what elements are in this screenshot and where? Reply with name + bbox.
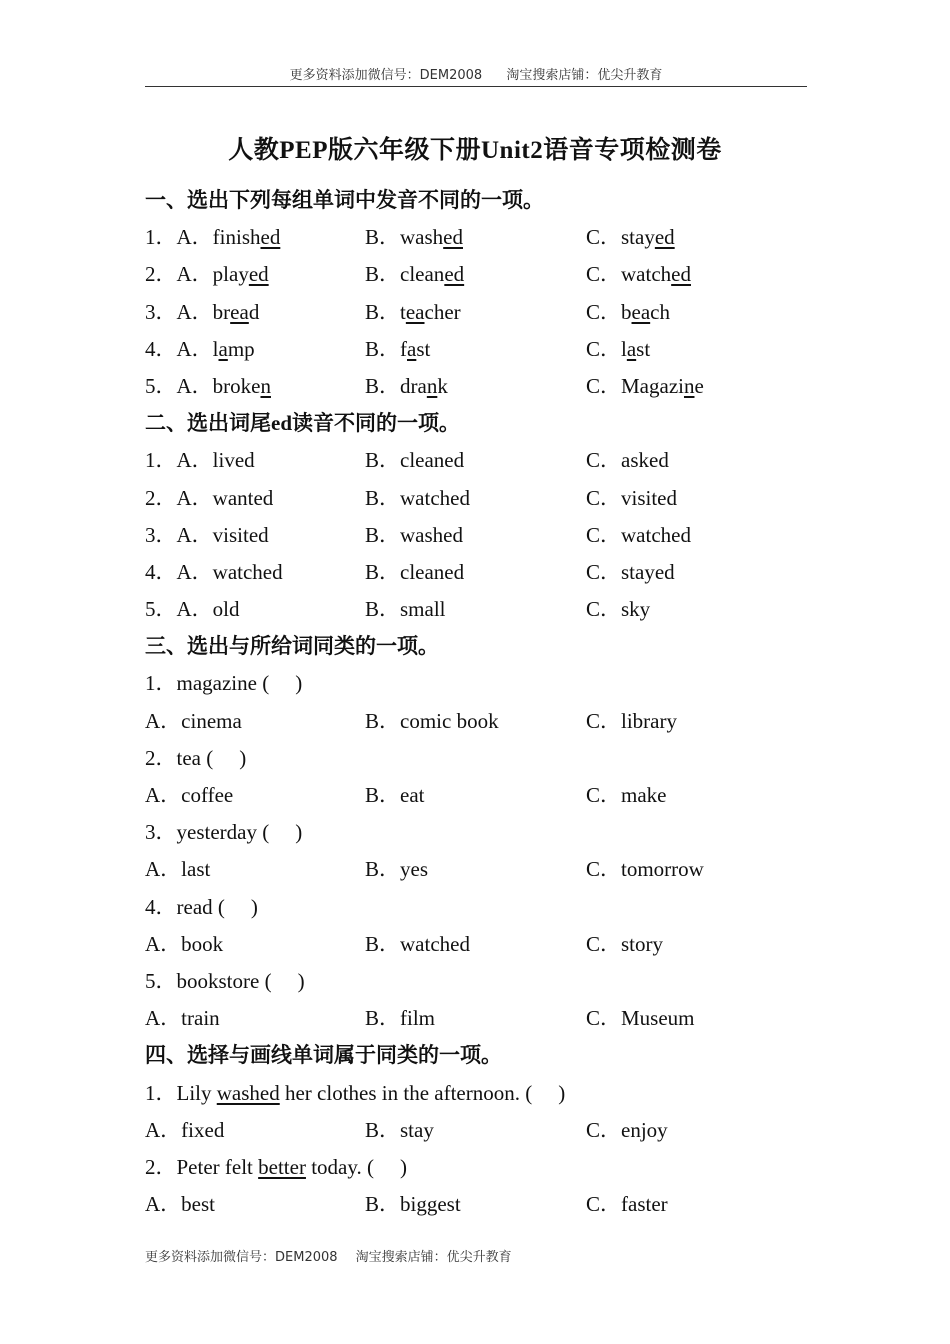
section-1-heading: 一、选出下列每组单词中发音不同的一项。: [145, 188, 544, 212]
section-4-heading: 四、选择与画线单词属于同类的一项。: [145, 1043, 502, 1068]
s1-q3-option-a: 3．A．bread: [145, 299, 260, 324]
page-title: 人教PEP版六年级下册Unit2语音专项检测卷: [228, 137, 722, 164]
header-shop: 淘宝搜索店铺：优尖升教育: [506, 68, 663, 83]
s2-q1-option-b: B．cleaned: [365, 448, 465, 473]
s2-question-2: [145, 480, 825, 517]
section-2-heading: 二、选出词尾ed读音不同的一项。: [145, 411, 460, 436]
s1-question-3: [145, 294, 825, 331]
s4-q1-option-c: C．enjoy: [586, 1117, 668, 1142]
s4-q2-option-a: A．best: [145, 1192, 215, 1217]
s2-question-5: [145, 591, 825, 628]
s1-q1-option-a: 1．A．finished: [145, 225, 281, 250]
s1-question-4: [145, 331, 825, 368]
s4-q1-options: [145, 1112, 825, 1149]
s1-q3-option-c: C．beach: [586, 299, 670, 324]
s2-q4-option-a: 4．A．watched: [145, 559, 283, 584]
s3-q3-option-a: A．last: [145, 857, 211, 882]
s2-question-3: [145, 517, 825, 554]
s3-q1-stem: 1．magazine ( ): [145, 671, 303, 696]
s2-q1-option-c: C．asked: [586, 448, 669, 473]
s3-q3-stem: 3．yesterday ( ): [145, 820, 303, 845]
s3-q3-option-b: B．yes: [365, 857, 428, 882]
s2-q5-option-c: C．sky: [586, 597, 651, 622]
s2-q1-option-a: 1．A．lived: [145, 448, 255, 473]
s3-q2-options: [145, 777, 825, 814]
s3-q3-option-c: C．tomorrow: [586, 857, 704, 882]
s3-q1-option-b: B．comic book: [365, 708, 499, 733]
s1-question-5: [145, 368, 825, 405]
s3-q4-option-a: A．book: [145, 931, 224, 956]
s1-q4-option-b: B．fast: [365, 336, 431, 361]
s1-q5-option-c: C．Magazine: [586, 373, 704, 398]
s2-question-1: [145, 442, 825, 479]
s2-q5-option-b: B．small: [365, 597, 446, 622]
s2-q4-option-b: B．cleaned: [365, 559, 465, 584]
s2-q3-option-b: B．washed: [365, 522, 463, 547]
s3-q2-option-c: C．make: [586, 783, 667, 807]
s3-q4-stem: 4．read ( ): [145, 894, 258, 919]
footer-wechat: 更多资料添加微信号：DEM2008: [145, 1250, 338, 1265]
s3-q2-stem: 2．tea ( ): [145, 745, 247, 770]
s1-q4-option-c: C．last: [586, 336, 651, 361]
section-3-heading: 三、选出与所给词同类的一项。: [145, 634, 439, 659]
underlined-word: better: [258, 1154, 306, 1179]
header-wechat: 更多资料添加微信号：DEM2008: [289, 68, 483, 83]
s3-q1-options: [145, 703, 825, 740]
s3-q5-option-c: C．Museum: [586, 1006, 695, 1031]
s3-q3-options: [145, 851, 825, 888]
s3-q5-option-a: A．train: [145, 1006, 220, 1031]
underlined-word: washed: [216, 1080, 280, 1105]
s2-q2-option-b: B．watched: [365, 485, 470, 510]
s4-q2-option-c: C．faster: [586, 1192, 668, 1217]
s4-q1-option-a: A．fixed: [145, 1117, 225, 1142]
s3-q1-option-a: A．cinema: [145, 708, 242, 733]
s1-q4-option-a: 4．A．lamp: [145, 336, 255, 361]
s1-q3-option-b: B．teacher: [365, 299, 461, 324]
s2-q5-option-a: 5．A．old: [145, 597, 240, 622]
s3-q5-options: [145, 1000, 825, 1037]
s4-q2-option-b: B．biggest: [365, 1192, 461, 1217]
s1-q2-option-b: B．cleaned: [365, 262, 465, 287]
s1-q2-option-a: 2．A．played: [145, 262, 269, 287]
s1-q1-option-b: B．washed: [365, 225, 463, 250]
s4-q1-option-b: B．stay: [365, 1117, 434, 1142]
s4-q2-stem: 2．Peter felt better today. ( ): [145, 1154, 407, 1179]
s3-q1-option-c: C．library: [586, 708, 677, 733]
s3-q5-stem: 5．bookstore ( ): [145, 968, 305, 993]
s1-question-2: [145, 256, 825, 293]
s3-q2-option-a: A．coffee: [145, 783, 234, 807]
footer-shop: 淘宝搜索店铺：优尖升教育: [355, 1250, 512, 1265]
page-footer: [145, 1246, 526, 1265]
s1-q1-option-c: C．stayed: [586, 225, 675, 250]
s2-q2-option-c: C．visited: [586, 485, 678, 510]
s3-q4-option-b: B．watched: [365, 931, 470, 956]
s3-q4-option-c: C．story: [586, 931, 664, 956]
s4-q1-stem: 1．Lily washed her clothes in the afternoon. ( ): [145, 1080, 566, 1105]
s2-q3-option-c: C．watched: [586, 522, 691, 547]
s3-q5-option-b: B．film: [365, 1006, 436, 1031]
s4-q2-options: [145, 1186, 825, 1223]
s2-q4-option-c: C．stayed: [586, 559, 675, 584]
s2-q3-option-a: 3．A．visited: [145, 522, 269, 547]
s1-q5-option-b: B．drank: [365, 373, 448, 398]
s2-question-4: [145, 554, 825, 591]
worksheet-content: [145, 182, 825, 1223]
s1-q2-option-c: C．watched: [586, 262, 691, 287]
s3-q4-options: [145, 926, 825, 963]
s3-q2-option-b: B．eat: [365, 783, 425, 807]
page-header: [145, 64, 807, 87]
s1-question-1: [145, 219, 825, 256]
s1-q5-option-a: 5．A．broken: [145, 373, 271, 398]
s2-q2-option-a: 2．A．wanted: [145, 485, 274, 510]
